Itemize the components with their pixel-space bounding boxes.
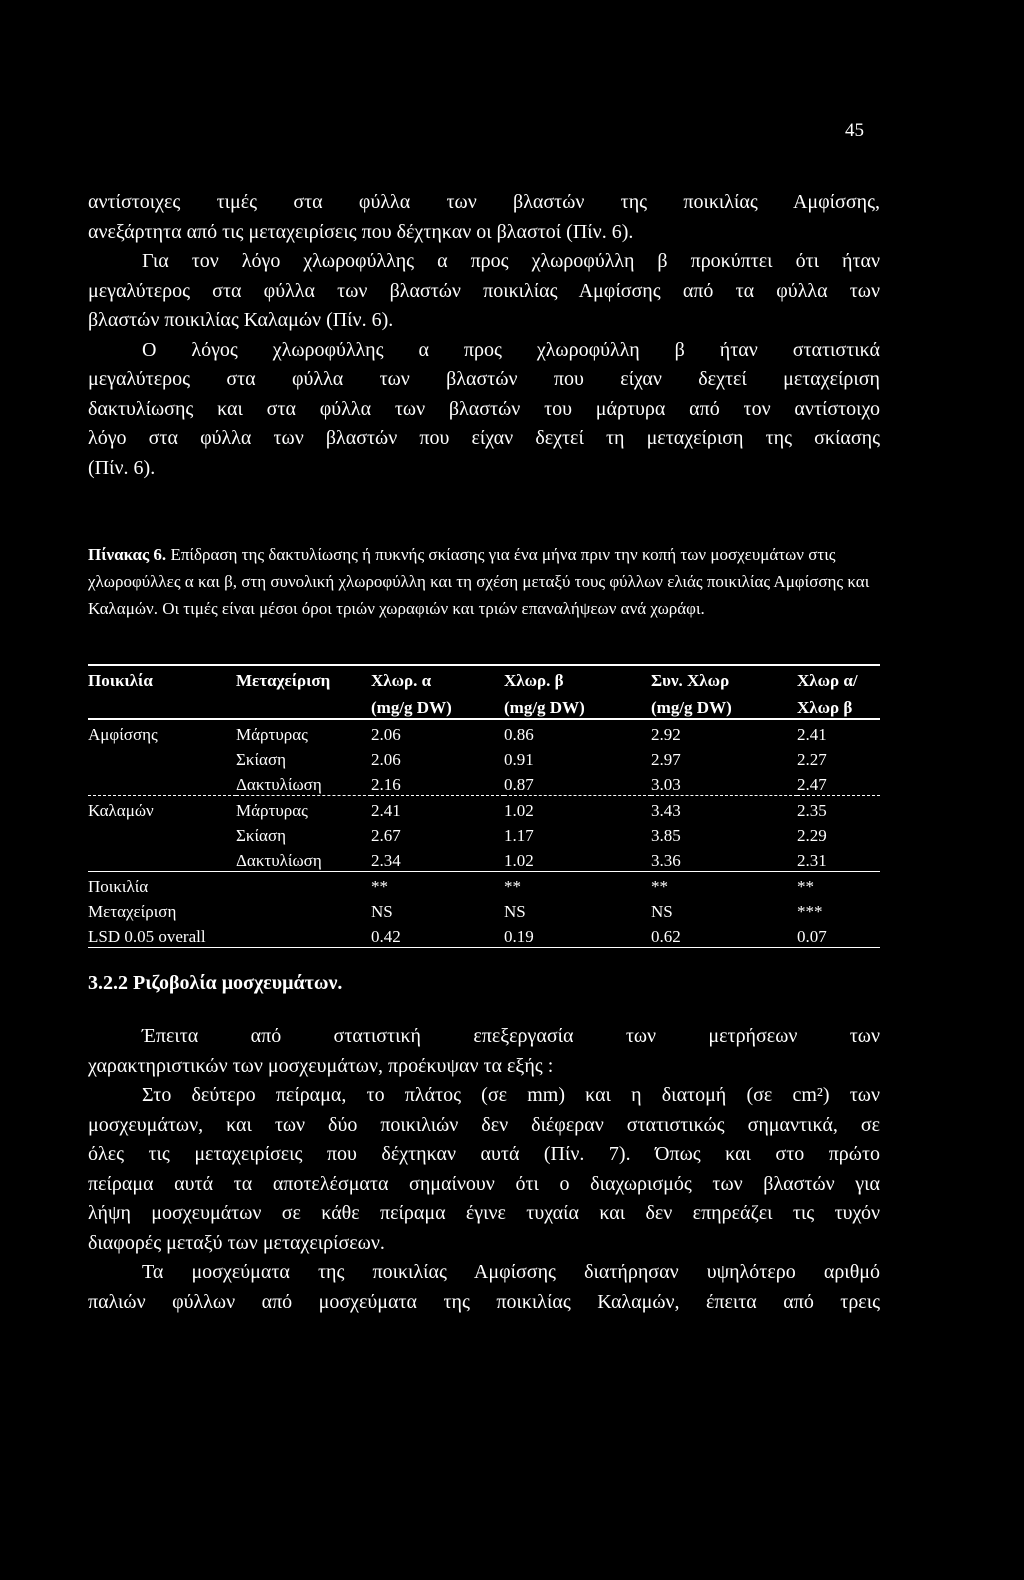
text-line: λόγο στα φύλλα των βλαστών που είχαν δεχτεί τη μεταχείριση της σκίασης	[88, 427, 880, 449]
table-cell: **	[797, 877, 814, 896]
table-cell: 2.41	[371, 801, 401, 820]
table-cell: Σκίαση	[236, 750, 286, 769]
table-cell: 0.19	[504, 922, 651, 948]
text-line: χαρακτηριστικών των μοσχευμάτων, προέκυψαν τα εξής :	[88, 1054, 554, 1077]
table-cell: ***	[797, 902, 823, 921]
table-cell: Σκίαση	[236, 826, 286, 845]
header-cell: (mg/g DW)	[371, 691, 504, 719]
table-caption-text: Επίδραση της δακτυλίωσης ή πυκνής σκίασης για ένα μήνα πριν την κοπή των μοσχευμάτων στις χλωροφύλλες α και β, στη συνολική χλωροφύλλη και τη σχέση μεταξύ τους φύλλων ελιάς ποικιλίας Αμφίσσης και Καλαμών. Οι τιμές είναι μέσοι όροι τριών χωραφιών και τριών επαναλήψεων ανά χωράφι.	[88, 545, 870, 618]
table-cell: 2.27	[797, 750, 827, 769]
table-cell: 2.47	[797, 770, 880, 796]
table-cell: 0.62	[651, 922, 797, 948]
text-line: Τα μοσχεύματα της ποικιλίας Αμφίσσης διατήρησαν υψηλότερο αριθμό	[142, 1261, 880, 1283]
table-cell: 2.35	[797, 801, 827, 820]
table-cell: 2.31	[797, 846, 880, 872]
text-line: λήψη μοσχευμάτων σε κάθε πείραμα έγινε τυχαία και δεν επηρεάζει τις τυχόν	[88, 1202, 880, 1224]
table-cell: 2.67	[371, 826, 401, 845]
table-cell: 2.97	[651, 750, 681, 769]
text-line: Έπειτα από στατιστική επεξεργασία των μετρήσεων των	[142, 1025, 880, 1047]
text-line: μεγαλύτερος στα φύλλα των βλαστών που είχαν δεχτεί μεταχείριση	[88, 368, 880, 390]
table-row	[88, 796, 880, 822]
section-heading: 3.2.2 Ριζοβολία μοσχευμάτων.	[88, 972, 343, 994]
table-cell	[88, 770, 236, 796]
table-cell	[236, 922, 371, 948]
table-cell: 1.02	[504, 801, 534, 820]
table-cell: 2.06	[371, 725, 401, 744]
text-line: διαφορές μεταξύ των μεταχειρίσεων.	[88, 1231, 385, 1254]
header-cell: Χλωρ α/	[797, 665, 880, 691]
text-line: πείραμα αυτά τα αποτελέσματα σημαίνουν ότι ο διαχωρισμός των βλαστών για	[88, 1172, 880, 1195]
table-caption	[88, 541, 880, 622]
table-cell: 3.03	[651, 770, 797, 796]
table-cell: 2.06	[371, 750, 401, 769]
text-line: αντίστοιχες τιμές στα φύλλα των βλαστών της ποικιλίας Αμφίσσης,	[88, 191, 880, 213]
chlorophyll-table	[88, 664, 880, 948]
table-cell: Μάρτυρας	[236, 801, 308, 820]
table-row	[88, 719, 880, 745]
table-cell	[88, 745, 236, 770]
text-line: μοσχευμάτων, και των δύο ποικιλιών δεν διέφεραν στατιστικώς σημαντικά, σε	[88, 1113, 880, 1136]
table-cell: 2.16	[371, 770, 504, 796]
table-cell: Μεταχείριση	[88, 902, 177, 921]
table-cell: Ποικιλία	[88, 877, 149, 896]
header-cell: Χλωρ β	[797, 691, 880, 719]
text-line: όλες τις μεταχειρίσεις που δέχτηκαν αυτά (Πίν. 7). Όπως και στο πρώτο	[88, 1143, 880, 1165]
table-cell	[88, 846, 236, 872]
table-cell: 0.07	[797, 922, 880, 948]
table-cell: 2.29	[797, 826, 827, 845]
table-cell: **	[371, 877, 388, 896]
table-cell: 0.91	[504, 750, 534, 769]
table-row	[88, 770, 880, 796]
page-number: 45	[845, 120, 864, 141]
table-cell: NS	[371, 902, 393, 921]
table-cell: **	[504, 877, 521, 896]
table-cell: NS	[651, 902, 673, 921]
table-cell: 3.36	[651, 846, 797, 872]
table-cell	[88, 821, 236, 846]
text-line: δακτυλίωσης και στα φύλλα των βλαστών του μάρτυρα από τον αντίστοιχο	[88, 397, 880, 420]
table-row	[88, 846, 880, 872]
paragraph-rooting-results	[88, 1022, 880, 1317]
text-line: Ο λόγος χλωροφύλλης α προς χλωροφύλλη β ήταν στατιστικά	[142, 338, 880, 361]
table-cell: 0.87	[504, 770, 651, 796]
table-header-row	[88, 665, 880, 691]
table-row	[88, 745, 880, 770]
table-cell: 1.02	[504, 846, 651, 872]
table-cell	[236, 897, 371, 922]
table-cell: 2.92	[651, 725, 681, 744]
table-cell: Καλαμών	[88, 801, 154, 820]
text-line: ανεξάρτητα από τις μεταχειρίσεις που δέχτηκαν οι βλαστοί (Πίν. 6).	[88, 220, 634, 243]
table-cell: 2.34	[371, 846, 504, 872]
table-cell: Μάρτυρας	[236, 725, 308, 744]
table-cell	[236, 872, 371, 898]
table-header-row	[88, 691, 880, 719]
header-cell: Συν. Χλωρ	[651, 665, 797, 691]
header-cell	[236, 691, 371, 719]
table-cell: 3.43	[651, 801, 681, 820]
paragraph-chlorophyll-results	[88, 188, 880, 483]
table-cell: 1.17	[504, 826, 534, 845]
table-cell: Δακτυλίωση	[236, 770, 371, 796]
table-cell: 0.86	[504, 725, 534, 744]
table-cell: NS	[504, 902, 526, 921]
table-row	[88, 872, 880, 898]
header-cell: (mg/g DW)	[651, 691, 797, 719]
header-cell: Ποικιλία	[88, 665, 236, 691]
table-cell: Δακτυλίωση	[236, 846, 371, 872]
header-cell: (mg/g DW)	[504, 691, 651, 719]
header-cell	[88, 691, 236, 719]
text-line: (Πίν. 6).	[88, 456, 156, 479]
header-cell: Μεταχείριση	[236, 665, 371, 691]
text-line: Στο δεύτερο πείραμα, το πλάτος (σε mm) και η διατομή (σε cm²) των	[142, 1084, 880, 1106]
table-row	[88, 922, 880, 948]
header-cell: Χλωρ. β	[504, 665, 651, 691]
table-cell: 3.85	[651, 826, 681, 845]
table-cell: 2.41	[797, 725, 827, 744]
table-row	[88, 897, 880, 922]
table-cell: Αμφίσσης	[88, 725, 158, 744]
text-line: παλιών φύλλων από μοσχεύματα της ποικιλίας Καλαμών, έπειτα από τρεις	[88, 1290, 880, 1313]
text-line: βλαστών ποικιλίας Καλαμών (Πίν. 6).	[88, 309, 394, 331]
table-cell: **	[651, 877, 668, 896]
table-cell: 0.42	[371, 922, 504, 948]
header-cell: Χλωρ. α	[371, 665, 504, 691]
text-line: μεγαλύτερος στα φύλλα των βλαστών ποικιλίας Αμφίσσης από τα φύλλα των	[88, 279, 880, 302]
text-line: Για τον λόγο χλωροφύλλης α προς χλωροφύλλη β προκύπτει ότι ήταν	[142, 250, 880, 272]
table-caption-label: Πίνακας 6.	[88, 545, 167, 564]
table-cell: LSD 0.05 overall	[88, 922, 236, 948]
table-row	[88, 821, 880, 846]
